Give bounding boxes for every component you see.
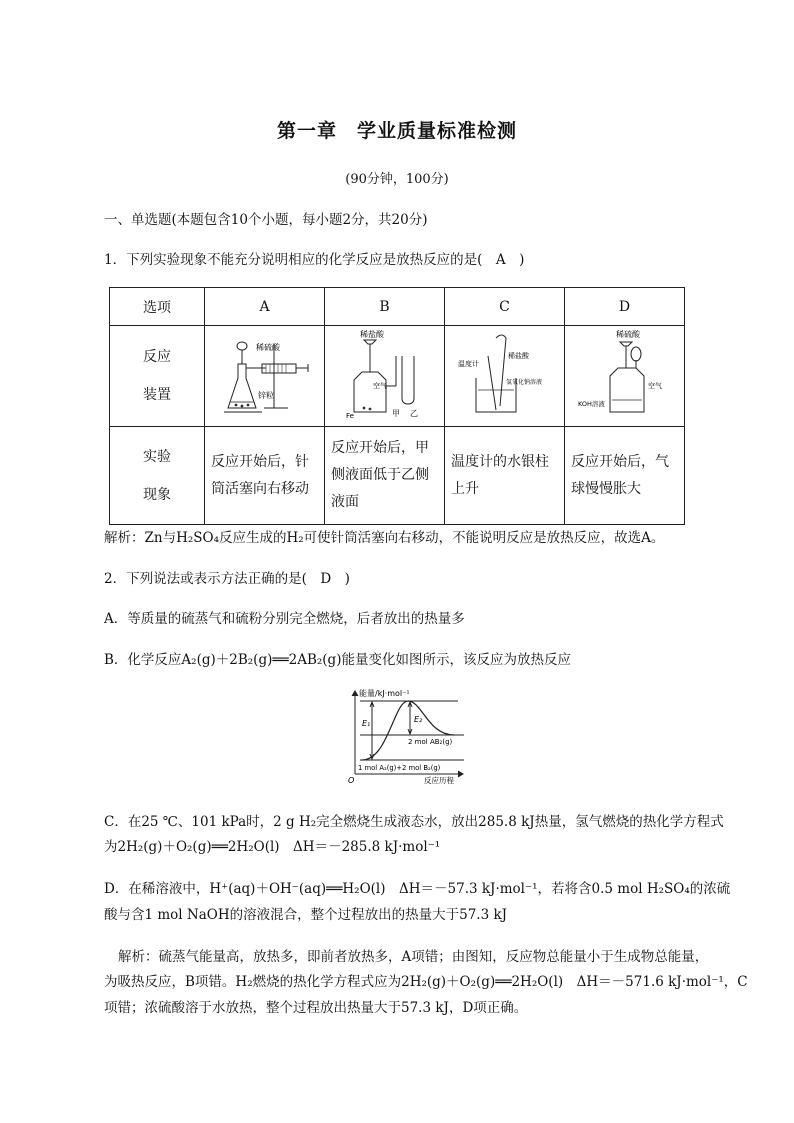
row-label: [110, 427, 205, 525]
chart-product: 2 mol AB₂(g): [408, 738, 453, 746]
b-fe-label: Fe: [345, 412, 354, 420]
observation-text: 反应开始后，甲侧液面低于乙侧液面: [331, 440, 430, 510]
observation-text: 反应开始后，针筒活塞向右移动: [211, 453, 310, 497]
d-koh-label: KOH溶液: [577, 400, 605, 408]
observation-a: [205, 427, 325, 525]
observation-text: 反应开始后，气球慢慢胀大: [571, 453, 669, 497]
q2-stem: 2．下列说法或表示方法正确的是( D ): [104, 571, 350, 587]
observation-c: [445, 427, 565, 525]
d-air-label: 空气: [647, 382, 662, 390]
q2-analysis-line2: 为吸热反应，B项错。H₂燃烧的热化学方程式应为2H₂(g)＋O₂(g)══2H₂O(l) ΔH＝－571.6 kJ·mol⁻¹，C: [104, 974, 748, 990]
table-header-row: [110, 288, 685, 326]
table-apparatus-row: [110, 326, 685, 427]
observation-b: [325, 427, 445, 525]
c-naoh-label: 氢氧化钠溶液: [505, 379, 542, 386]
q1-stem: 1．下列实验现象不能充分说明相应的化学反应是放热反应的是( A ): [104, 252, 525, 268]
q2-option-b: B．化学反应A₂(g)＋2B₂(g)══2AB₂(g)能量变化如图所示，该反应为放热反应: [104, 652, 571, 668]
b-yi-label: 乙: [409, 409, 418, 418]
a-acid-label: 稀硫酸: [255, 343, 280, 352]
q2-option-c-line2: 为2H₂(g)＋O₂(g)══2H₂O(l) ΔH＝－285.8 kJ·mol⁻¹: [104, 839, 441, 855]
page-title: 第一章 学业质量标准检测: [276, 120, 517, 142]
observation-text: 温度计的水银柱上升: [451, 453, 550, 497]
chart-e1: E₁: [362, 719, 371, 728]
apparatus-a-diagram: [206, 326, 324, 422]
chart-ylabel: 能量/kJ·mol⁻¹: [359, 689, 410, 698]
row-label-line: 实验: [143, 448, 172, 465]
q2-option-a: A．等质量的硫蒸气和硫粉分别完全燃烧，后者放出的热量多: [104, 611, 465, 627]
table-observation-row: [110, 427, 685, 525]
row-label-line: 装置: [143, 387, 172, 403]
q1-analysis: 解析：Zn与H₂SO₄反应生成的H₂可使针筒活塞向右移动，不能说明反应是放热反应，故选A。: [104, 530, 665, 546]
a-zn-label: 锌粒: [257, 391, 274, 400]
q2-analysis-line3: 项错；浓硫酸溶于水放热，整个过程放出热量大于57.3 kJ，D项正确。: [104, 1000, 528, 1016]
header-cell: D: [565, 288, 685, 326]
b-air-label: 空气: [372, 382, 387, 390]
page-subtitle: (90分钟，100分): [345, 172, 449, 187]
q2-option-d-line2: 酸与含1 mol NaOH的溶液混合，整个过程放出的热量大于57.3 kJ: [104, 907, 508, 923]
c-acid-label: 稀盐酸: [507, 352, 529, 360]
header-cell: A: [205, 288, 325, 326]
apparatus-c-cell: [445, 326, 565, 427]
apparatus-c-diagram: [446, 326, 564, 422]
chart-e2: E₂: [414, 715, 423, 724]
header-cell: C: [445, 288, 565, 326]
q2-analysis-line1: 解析：硫蒸气能量高，放热多，即前者放热多，A项错；由图知，反应物总能量小于生成物总能量，: [118, 949, 709, 965]
row-label-line: 反应: [143, 349, 172, 365]
header-cell: 选项: [110, 288, 205, 326]
apparatus-b-diagram: [326, 326, 444, 422]
chart-reactant: 1 mol A₂(g)+2 mol B₂(g): [358, 764, 441, 772]
chart-xlabel: 反应历程: [424, 776, 454, 784]
apparatus-d-cell: [565, 326, 685, 427]
b-jia-label: 甲: [391, 409, 400, 418]
energy-diagram: [346, 688, 468, 784]
apparatus-b-cell: [325, 326, 445, 427]
b-acid-label: 稀盐酸: [359, 330, 384, 339]
chart-origin: O: [348, 776, 355, 784]
d-acid-label: 稀硫酸: [615, 330, 640, 339]
q2-option-d-line1: D．在稀溶液中，H⁺(aq)＋OH⁻(aq)══H₂O(l) ΔH＝－57.3 kJ·mol⁻¹，若将含0.5 mol H₂SO₄的浓硫: [104, 881, 731, 897]
row-label: [110, 326, 205, 427]
row-label-line: 现象: [143, 486, 172, 503]
c-thermo-label: 温度计: [457, 360, 479, 368]
observation-d: [565, 427, 685, 525]
q2-option-c-line1: C．在25 ℃、101 kPa时，2 g H₂完全燃烧生成液态水，放出285.8 kJ热量，氢气燃烧的热化学方程式: [104, 814, 724, 830]
q1-table: [109, 287, 685, 525]
section-heading: 一、单选题(本题包含10个小题，每小题2分，共20分): [104, 212, 428, 228]
header-cell: B: [325, 288, 445, 326]
apparatus-d-diagram: [566, 326, 684, 422]
apparatus-a-cell: [205, 326, 325, 427]
